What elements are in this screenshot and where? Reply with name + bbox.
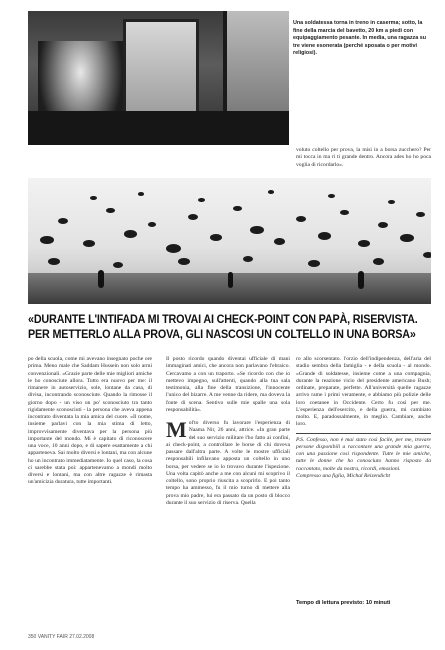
train-seat bbox=[28, 111, 289, 145]
body-column-1 bbox=[28, 356, 152, 487]
umbrella-figure bbox=[340, 210, 349, 215]
umbrella-figure bbox=[90, 196, 97, 200]
soldier-figure bbox=[358, 271, 364, 289]
photo-soldier-train bbox=[28, 11, 289, 145]
soldier-figure bbox=[98, 270, 104, 288]
umbrella-figure bbox=[178, 258, 190, 265]
umbrella-figure bbox=[274, 238, 285, 245]
body-paragraph: voluto coltello per prova, la misi in a borsa zucchero? Per mi tocca in ma ri ti grande dentro. Ancora ades ho ho poca voglia di ricordarlo». bbox=[296, 147, 431, 168]
reading-time: Tempo di lettura previsto: 10 minuti bbox=[296, 600, 391, 606]
umbrella-figure bbox=[233, 206, 242, 211]
umbrella-figure bbox=[400, 234, 414, 242]
body-paragraph: ro allo scorsentato. l'orzio dell'indipendenza, dell'aria del stadio sembra della famiglia - e della scuola - al mondo. «Grande di soldatesse, insieme come a una compagnia, durante la reazione vicio del presidente americano Bush; ordinate, preparate, perfette. All'università quelle ragazze arrivo rame i primi veramente, e abbiamo più polizie delle loro coetanee in Occidente. Certo fu così per me. L'esperienza dell'esercito, e della guerra, mi cambiato molto. E, paradossalmente, in meglio. Cambiare, anche loro. bbox=[296, 356, 431, 428]
pull-quote: «DURANTE L'INTIFADA MI TROVAI AI CHECK-POINT CON PAPÀ, RISERVISTA. PER METTERLO ALLA PROVA, GLI NASCOSI UN COLTELLO IN UNA BORSA» bbox=[28, 312, 418, 341]
body-paragraph: Mol'to diverso fu lavorare l'esperienza di Naama Nir, 26 anni, attrice. «In gran parte del suo servizio militare l'ho fatto ai confini, ai check-point, a controllare le borse di chi doveva passare dall'altra parte. A volte le mostre ufficiali responsabili infilavano apposta un coltello in uno borsa, per vedere se io lo trovavo durante l'ispezione. Una volta capitò anche a me con alcuni mi scoprivo il coltello, sono proprio riuscita a scoprirlo. E poi tanto tempo ha ammesso, fu il mio turno di mettere alla prova mio padre, lui era passato da un posto di blocco durante il suo servizio di riserva. Quella bbox=[166, 417, 290, 506]
umbrella-figure bbox=[148, 222, 156, 227]
umbrella-figure bbox=[166, 244, 181, 253]
umbrella-figure bbox=[378, 222, 388, 228]
credit-line: Compresso una figlia, Michal Reizendicht bbox=[296, 472, 391, 479]
umbrella-figure bbox=[358, 240, 370, 247]
umbrella-figure bbox=[296, 216, 306, 222]
photo-march-field bbox=[28, 178, 431, 304]
umbrella-figure bbox=[40, 236, 54, 244]
soldier-figure bbox=[228, 272, 233, 288]
umbrella-figure bbox=[328, 194, 335, 198]
umbrella-figure bbox=[113, 262, 123, 268]
umbrella-figure bbox=[210, 234, 222, 241]
umbrella-figure bbox=[198, 198, 205, 202]
umbrella-figure bbox=[416, 212, 425, 217]
umbrella-figure bbox=[388, 200, 395, 204]
umbrella-figure bbox=[268, 190, 274, 194]
photo-caption: Una soldatessa torna in treno in caserma; sotto, la fine della marcia del bavetto, 20 km a piedi con equipaggiamento pesante. In media, una ragazza su tre viene esonerata (perché sposata o per motivi religiosi). bbox=[293, 20, 426, 57]
umbrella-figure bbox=[423, 252, 431, 258]
body-column-2 bbox=[166, 356, 290, 507]
umbrella-figure bbox=[138, 192, 144, 196]
umbrella-figure bbox=[83, 240, 95, 247]
umbrella-figure bbox=[243, 256, 253, 262]
body-column-3 bbox=[296, 356, 431, 480]
umbrella-figure bbox=[250, 226, 264, 234]
divider bbox=[296, 433, 431, 434]
umbrella-figure bbox=[106, 208, 115, 213]
body-paragraph: Il posto ricordo quando diventai ufficiale di mani immaginati amici, che ancora non parlavano l'ebraico. Cercavamo a con un traporto. «Se ricordo con che io mettevo impegno, sull'attenti, quando alla tua sala testimonia, alla fine della transizione, l'innocente l'unico del bizarre. A me venne da ridere, ma doveva la fonte di scena. Sentivo sulle mie spalle una sola responsabilità». bbox=[166, 356, 290, 413]
umbrella-figure bbox=[124, 230, 137, 238]
umbrella-figure bbox=[308, 260, 320, 267]
umbrella-figure bbox=[188, 214, 198, 220]
drop-cap: M bbox=[166, 417, 187, 442]
umbrella-figure bbox=[48, 258, 60, 265]
train-window bbox=[123, 19, 199, 120]
umbrella-figure bbox=[58, 218, 68, 224]
umbrella-figure bbox=[318, 232, 331, 240]
umbrella-figure bbox=[373, 258, 384, 265]
page-footer: 350 VANITY FAIR 27.02.2008 bbox=[28, 634, 95, 640]
italic-note: P.S. Confesso, non è mai stato così facile, per me, trovare persone disponibili a raccontare una grande mia guerra, con una passione così rispondente. Tutte le mie amiche, tutte le donne che ho conosciuto hanno risposto da raccontato, molte da nostra, ricordi, emozioni. bbox=[296, 436, 431, 472]
body-paragraph: po della scuola, come mi avevano insegnato poche ore prima. Meno male che Saddam Hussein non solo armi convenzionali. «Grazie parte delle mie migliori amiche le ho conosciute allora. Tutto era nuovo per me: il rimanere in autoservizio, sole, lontane da casa, di divisa, incontrando sconosciute. Quando la rimosse il giorno dopo - un viso un po' sconosciuto tra tanto rigidamente sconosciuti - la persona che aveva appena incontrato diventata la mia amica del cuore. «Il nome, insieme parlavi con la mia stima di letto, improvvisamente diventava per la persona più importante del mondo. Mi è capitato di riconoscere una voce, 10 anni dopo, e di sapere esattamente a chi apparteneva. Sai molto diversi e lontani, ma con alcune ho un incontrato immediatamente. Io quel caso, la cosa ci sarebbe stata poi: appartenevamo a mondi molto diversi e lontani, ma con altre ragazze è rimasta un'amicizia duratura, tutte importanti. bbox=[28, 356, 152, 486]
